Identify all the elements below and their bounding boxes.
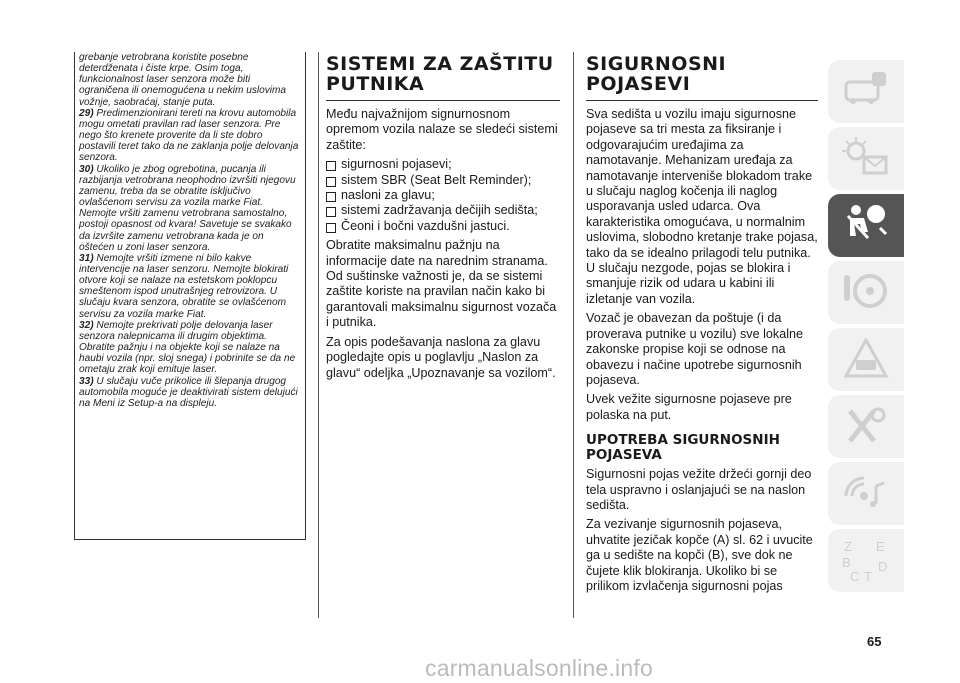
note-text: Nemojte vršiti izmene ni bilo kakve intervencije na laser senzoru. Nemojte blokirati otvore koji se nalaze na estetskom poklopcu smeštenom ispod unutrašnjeg retrovizora. U slučaju kvara senzora, obratite se ovlašćenom servisu za vozila marke Fiat. (79, 252, 289, 320)
protection-systems-section (326, 52, 560, 385)
note-number: 29) (79, 107, 94, 119)
seat-airbag-icon (842, 204, 890, 246)
paragraph: Za vezivanje sigurnosnih pojaseva, uhvatite jezičak kopče (A) sl. 62 i uvucite ga u sedište na kopči (B), sve dok ne čujete klik blokiranja. Ukoliko bi se prilikom izvlačenja sigurnosni pojas (586, 517, 813, 593)
list-item-text: sigurnosni pojasevi; (341, 157, 452, 172)
paragraph: Sigurnosni pojas vežite držeći gornji deo tela uspravno i oslanjajući se na naslon sedišta. (586, 467, 812, 512)
lights-mail-icon (842, 137, 890, 179)
list-item-text: Čeoni i bočni vazdušni jastuci. (341, 218, 510, 233)
paragraph: Sva sedišta u vozilu imaju sigurnosne pojaseve sa tri mesta za fiksiranje i odgovarajućim uređajima za namotavanje. Mehanizam uređaja za namotavanje interveniše blokadom trake u slučaju naglog kočenja ili naglog usporavanja usled udarca. Ova karakteristika omogućava, u normalnim uslovima, slobodno kretanje trake pojasa, tako da se idealno prilagodi telu putnika. U slučaju nezgode, pojas se blokira i smanjuje rizik od udara u kabini ili izletanje van vozila. (586, 107, 818, 306)
tab-lights[interactable] (828, 127, 904, 190)
note-number: 30) (79, 163, 94, 175)
bullet-box-icon (326, 177, 336, 187)
subsection-title: UPOTREBA SIGURNOSNIH POJASEVA (586, 432, 780, 464)
tab-driving[interactable] (828, 261, 904, 324)
note-text: Predimenzionirani tereti na krovu automobila mogu ometati pravilan rad laser senzora. Pre nego što krenete proverite da li ste dobro postavili teret tako da ne zaklanja polje delovanja senzora. (79, 107, 299, 164)
paragraph: Obratite maksimalnu pažnju na informacije date na narednim stranama. Od suštinske važnosti je, da se sistemi zaštite koriste na pravilan način kako bi garantovali maksimalnu sigurnost vozača i putnika. (326, 238, 557, 330)
tab-car-info[interactable] (828, 60, 904, 123)
note-item (79, 253, 299, 320)
bullet-box-icon (326, 161, 336, 171)
tab-warnings[interactable] (828, 328, 904, 391)
list-item-text: nasloni za glavu; (341, 188, 435, 203)
bullet-box-icon (326, 207, 336, 217)
notes-intro: grebanje vetrobrana koristite posebne deterdženata i čiste krpe. Osim toga, funkcionalnost laser senzora može biti ograničena ili onemogućena u nekim uslovima vožnje, saobraćaj, stanje puta. (79, 52, 287, 108)
note-text: Ukoliko je zbog ogrebotina, pucanja ili razbijanja vetrobrana neophodno izvršiti njegovu zamenu, treba da se obratite isključivo ovlašćenom servisu za vozila marke Fiat. Nemojte vršiti zamenu vetrobrana samostalno, postoji opasnost od kvara! Savetuje se svakako da izvršite zamenu vetrobrana kada je on oštećen u zoni laser senzora. (79, 163, 296, 253)
note-item (79, 164, 299, 253)
note-item (79, 108, 299, 164)
bullet-box-icon (326, 192, 336, 202)
note-text: Nemojte prekrivati polje delovanja laser senzora nalepnicama ili drugim objektima. Obratite pažnju i na objekte koji se nalaze na haubi vozila (npr. sloj snega) i pobrinite se da ne ometaju zrak koji emituje laser. (79, 319, 296, 376)
note-number: 33) (79, 375, 94, 387)
index-letter: E (876, 539, 885, 554)
index-letter: D (878, 559, 888, 574)
list-item-text: sistemi zadržavanja dečijih sedišta; (341, 203, 538, 218)
notes-column (74, 52, 306, 540)
chapter-tabs (828, 60, 906, 596)
section-title: SISTEMI ZA ZAŠTITU PUTNIKA (326, 54, 560, 101)
tab-index[interactable] (828, 529, 904, 592)
list-item (326, 157, 560, 172)
note-text: U slučaju vuče prikolice ili šlepanja drugog automobila moguće je deaktivirati sistem delujući na Meni iz Setup-a na displeju. (79, 375, 298, 409)
column-divider-2 (573, 52, 574, 618)
index-icon (842, 539, 890, 585)
paragraph: Vozač je obavezan da poštuje (i da proverava putnike u vozilu) sve lokalne zakonske propise koji se odnose na obavezu i načine upotrebe sigurnosnih pojaseva. (586, 311, 804, 387)
page-number: 65 (867, 634, 882, 649)
warning-car-icon (842, 338, 890, 380)
list-item (326, 188, 560, 203)
paragraph: Uvek vežite sigurnosne pojaseve pre polaska na put. (586, 392, 792, 422)
index-letter: B (842, 555, 851, 570)
index-letter: C (850, 569, 860, 584)
tools-icon (842, 405, 890, 447)
list-item (326, 173, 560, 188)
column-divider-1 (318, 52, 319, 618)
tab-safety[interactable] (828, 194, 904, 257)
list-item (326, 203, 560, 218)
note-number: 31) (79, 252, 94, 264)
steering-key-icon (842, 271, 890, 313)
tab-multimedia[interactable] (828, 462, 904, 525)
section-title: SIGURNOSNI POJASEVI (586, 54, 818, 101)
index-letter: T (864, 569, 872, 584)
index-letter: Z (844, 539, 852, 554)
note-item (79, 320, 299, 376)
paragraph: Za opis podešavanja naslona za glavu pogledajte opis u poglavlju „Naslon za glavu“ odeljka „Upoznavanje sa vozilom“. (326, 334, 556, 380)
tab-maintenance[interactable] (828, 395, 904, 458)
systems-list (326, 157, 560, 234)
note-number: 32) (79, 319, 94, 331)
list-item (326, 219, 560, 234)
multimedia-icon (842, 472, 890, 514)
note-item (79, 376, 299, 409)
list-item-text: sistem SBR (Seat Belt Reminder); (341, 172, 532, 187)
car-info-icon (842, 70, 890, 112)
paragraph: Među najvažnijom signurnosnom opremom vozila nalaze se sledeći sistemi zaštite: (326, 107, 558, 152)
seat-belts-section (586, 52, 818, 598)
watermark: carmanualsonline.info (425, 655, 653, 681)
bullet-box-icon (326, 223, 336, 233)
